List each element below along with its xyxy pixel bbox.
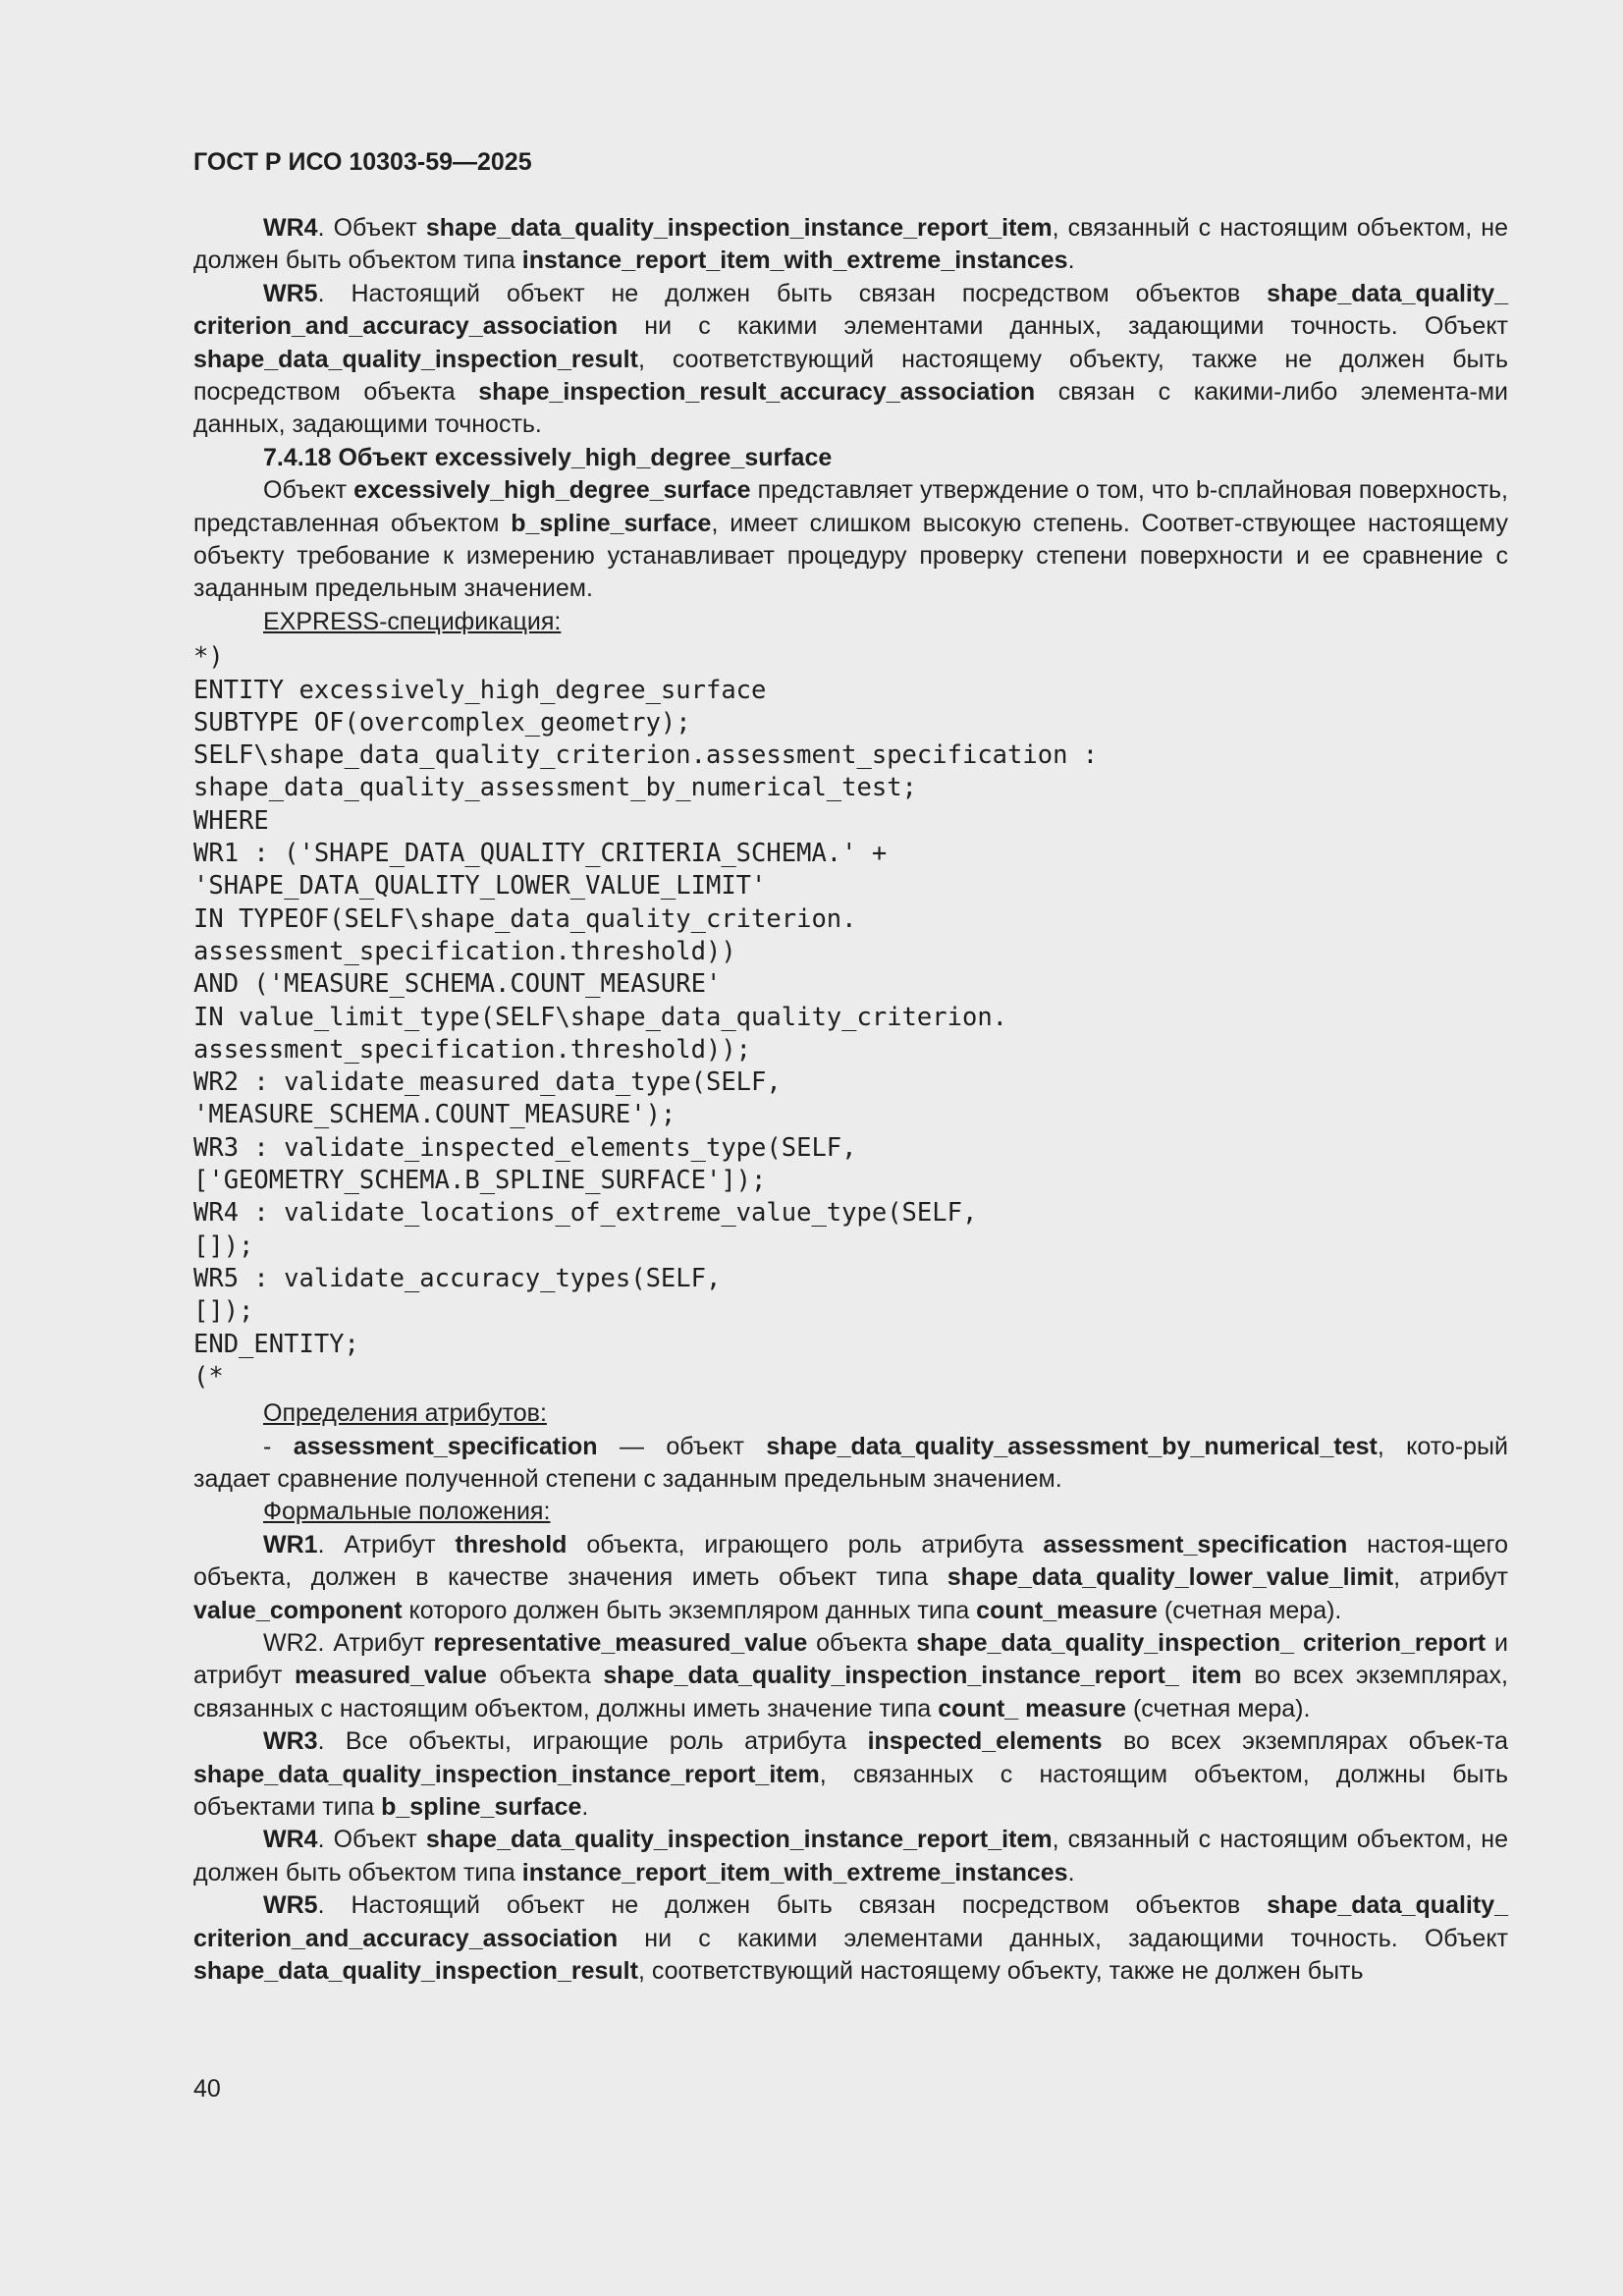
wr4-paragraph: WR4. Объект shape_data_quality_inspection_instance_report_item, связанный с настоящим объектом, не должен быть объектом типа instance_report_item_with_extreme_instances. [193,1826,1508,1886]
wr3-paragraph: WR3. Все объекты, играющие роль атрибута inspected_elements во всех экземплярах объек-та shape_data_quality_inspection_instance_report_item, связанных с настоящим объектом, должны быть объектами типа b_spline_surface. [193,1727,1508,1821]
intro-paragraph: Объект excessively_high_degree_surface представляет утверждение о том, что b-сплайновая поверхность, представленная объектом b_spline_surface, имеет слишком высокую степень. Соответ-ствующее настоящему объекту требование к измерению устанавливает процедуру проверку степени поверхности и ее сравнение с заданным предельным значением. [193,476,1509,603]
wr2-paragraph: WR2. Атрибут representative_measured_value объекта shape_data_quality_inspection_ criterion_report и атрибут measured_value объекта shape_data_quality_inspection_instance_report_ item во всех экземплярах, связанных с настоящим объектом, должны иметь значение типа count_ measure (счетная мера). [193,1628,1509,1722]
express-code-block: *) ENTITY excessively_high_degree_surface SUBTYPE OF(overcomplex_geometry); SELF\shape_data_quality_criterion.assessment_specification : shape_data_quality_assessment_by_numerical_test; WHERE WR1 : ('SHAPE_DATA_QUALITY_CRITERIA_SCHEMA.' + 'SHAPE_DATA_QUALITY_LOWER_VALUE_LIMIT' IN TYPEOF(SELF\shape_data_quality_criterion. assessment_specification.threshold)) AND ('MEASURE_SCHEMA.COUNT_MEASURE' IN value_limit_type(SELF\shape_data_quality_criterion. assessment_specification.threshold)); WR2 : validate_measured_data_type(SELF, 'MEASURE_SCHEMA.COUNT_MEASURE'); WR3 : validate_inspected_elements_type(SELF, ['GEOMETRY_SCHEMA.B_SPLINE_SURFACE']); WR4 : validate_locations_of_extreme_value_type(SELF, []); WR5 : validate_accuracy_types(SELF, []); END_ENTITY; (* [193,642,1099,1392]
top-wr5-paragraph: WR5. Настоящий объект не должен быть связан посредством объектов shape_data_quality_ criterion_and_accuracy_association ни с какими элементами данных, задающими точность. Объект shape_data_quality_inspection_result, соответствующий настоящему объекту, также не должен быть посредством объекта shape_inspection_result_accuracy_association связан с какими-либо элемента-ми данных, задающими точность. [193,279,1508,439]
express-label: EXPRESS-спецификация: [263,607,562,635]
document-page [193,147,1508,1988]
wr1-paragraph: WR1. Атрибут threshold объекта, играющего роль атрибута assessment_specification настоя-щего объекта, должен в качестве значения иметь объект типа shape_data_quality_lower_value_limit, атрибут value_component которого должен быть экземпляром данных типа count_measure (счетная мера). [193,1530,1508,1624]
formal-label: Формальные положения: [263,1498,551,1526]
attr-label: Определения атрибутов: [263,1399,547,1428]
page-number: 40 [193,2075,221,2103]
top-wr4-paragraph: WR4. Объект shape_data_quality_inspection_instance_report_item, связанный с настоящим объектом, не должен быть объектом типа instance_report_item_with_extreme_instances. [193,214,1508,275]
standard-header: ГОСТ Р ИСО 10303-59—2025 [193,148,532,176]
attr-definition: - assessment_specification — объект shape_data_quality_assessment_by_numerical_test, кото-рый задает сравнение полученной степени с заданным предельным значением. [193,1432,1508,1493]
section-title: 7.4.18 Объект excessively_high_degree_surface [263,443,833,471]
wr5-paragraph: WR5. Настоящий объект не должен быть связан посредством объектов shape_data_quality_ criterion_and_accuracy_association ни с какими элементами данных, задающими точность. Объект shape_data_quality_inspection_result, соответствующий настоящему объекту, также не должен быть [193,1891,1508,1986]
